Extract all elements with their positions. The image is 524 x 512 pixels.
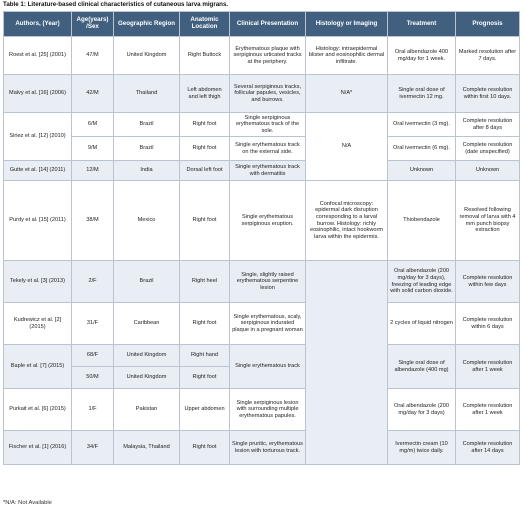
- cell-region: Pakistan: [114, 389, 180, 431]
- cell-histology: N/A*: [306, 75, 388, 113]
- cell-prognosis: Complete resolution after 1 week: [456, 345, 520, 389]
- cell-age: 2/F: [72, 261, 114, 303]
- cell-treatment: 2 cycles of liquid nitrogen: [388, 303, 456, 345]
- cell-author: Tekely et al. [3] (2013): [4, 261, 72, 303]
- table-row: [4, 37, 520, 75]
- cell-clinical: Single erythematous track: [230, 345, 306, 389]
- cell-histology: N/A: [306, 113, 388, 181]
- cell-prognosis: Unknown: [456, 161, 520, 181]
- cell-treatment: Thiobendazole: [388, 181, 456, 261]
- cell-histology: Confocal microscopy: epidermal dark disruption corresponding to a larval burrow. Histology: richly eosinophilic, intact hookworm larva within the epidermis.: [306, 181, 388, 261]
- cell-author: Purdy et al. [15] (2011): [4, 181, 72, 261]
- cell-clinical: Several serpiginous tracks, follicular papules, vesicles, and burrows.: [230, 75, 306, 113]
- cell-treatment: Oral albendazole 400 mg/day for 1 week.: [388, 37, 456, 75]
- table-row: [4, 389, 520, 431]
- cell-treatment: Single oral dose of ivermectin 12 mg.: [388, 75, 456, 113]
- cell-prognosis: Complete resolution within 6 days: [456, 303, 520, 345]
- cell-region: Thailand: [114, 75, 180, 113]
- cell-age: 34/F: [72, 431, 114, 465]
- cell-region: Brazil: [114, 113, 180, 137]
- cell-age: 38/M: [72, 181, 114, 261]
- cell-treatment: Ivermectin cream (10 mg/m) twice daily.: [388, 431, 456, 465]
- cell-author: Purkait et al. [6] (2015): [4, 389, 72, 431]
- cell-location: Right Buttock: [180, 37, 230, 75]
- header-age-sex: Age(years) /Sex: [72, 12, 114, 37]
- cell-region: United Kingdom: [114, 37, 180, 75]
- cell-age: 6/M: [72, 113, 114, 137]
- cell-location: Right foot: [180, 137, 230, 161]
- table-row: [4, 75, 520, 113]
- cell-prognosis: Complete resolution (date unspecified): [456, 137, 520, 161]
- cell-author: Malvy et al. [16] (2006): [4, 75, 72, 113]
- cell-location: Right heel: [180, 261, 230, 303]
- cell-location: Upper abdomen: [180, 389, 230, 431]
- header-treatment: Treatment: [388, 12, 456, 37]
- header-authors: Authors, (Year): [4, 12, 72, 37]
- cell-location: Right foot: [180, 113, 230, 137]
- cell-region: United Kingdom: [114, 345, 180, 367]
- cell-prognosis: Complete resolution within first 10 days.: [456, 75, 520, 113]
- cell-region: Malaysia, Thailand: [114, 431, 180, 465]
- cell-prognosis: Marked resolution after 7 days.: [456, 37, 520, 75]
- table-header-row: [4, 12, 520, 37]
- cell-clinical: Single serpiginous erythematous track of the sole.: [230, 113, 306, 137]
- table-footnote: *N/A: Not Available: [3, 500, 52, 506]
- cell-age: 68/F: [72, 345, 114, 367]
- cell-treatment: Oral ivermectin (6 mg).: [388, 137, 456, 161]
- cell-author: Baple et al. [7] (2015): [4, 345, 72, 389]
- cell-clinical: Single erythematous serpiginous eruption.: [230, 181, 306, 261]
- table-row: [4, 261, 520, 303]
- cell-location: Right foot: [180, 181, 230, 261]
- cell-location: Right foot: [180, 431, 230, 465]
- cell-prognosis: Complete resolution after 1 week: [456, 389, 520, 431]
- cell-age: 1/F: [72, 389, 114, 431]
- cell-region: Brazil: [114, 261, 180, 303]
- cell-age: 12/M: [72, 161, 114, 181]
- table-row: [4, 113, 520, 137]
- header-region: Geographic Region: [114, 12, 180, 37]
- cell-clinical: Single pruritic, erythematous lesion with torturous track.: [230, 431, 306, 465]
- cell-location: Dorsal left foot: [180, 161, 230, 181]
- table-row: [4, 345, 520, 367]
- table-row: [4, 303, 520, 345]
- cell-region: India: [114, 161, 180, 181]
- cell-histology: [306, 261, 388, 465]
- cell-location: Right foot: [180, 367, 230, 389]
- cell-treatment: Oral albendazole (200 mg/day for 3 days): [388, 389, 456, 431]
- table-caption: Table 1: Literature-based clinical characteristics of cutaneous larva migrans.: [3, 1, 229, 8]
- cell-histology: Histology: intraepidermal blister and eosinophilic dermal infiltrate.: [306, 37, 388, 75]
- cell-treatment: Oral ivermectin (3 mg).: [388, 113, 456, 137]
- cell-region: Brazil: [114, 137, 180, 161]
- cell-author: Fischer et al. [1] (2016): [4, 431, 72, 465]
- cell-clinical: Single, slightly raised erythematous serpentine lesion: [230, 261, 306, 303]
- cell-clinical: Single serpiginous lesion with surrounding multiple erythematous papules.: [230, 389, 306, 431]
- cell-treatment: Single oral dose of albendazole (400 mg): [388, 345, 456, 389]
- table-row: [4, 137, 520, 161]
- cell-clinical: Single erythematous, scaly, serpiginous indurated plaque in a pregnant woman: [230, 303, 306, 345]
- cell-location: Left abdomen and left thigh: [180, 75, 230, 113]
- table-row: [4, 181, 520, 261]
- cell-region: United Kingdom: [114, 367, 180, 389]
- cell-author: Kudrewicz et al. [2] (2015): [4, 303, 72, 345]
- table-row: [4, 161, 520, 181]
- cell-age: 9/M: [72, 137, 114, 161]
- table-row: [4, 431, 520, 465]
- header-prognosis: Prognosis: [456, 12, 520, 37]
- cell-author: Roest et al. [25] (2001): [4, 37, 72, 75]
- cell-age: 50/M: [72, 367, 114, 389]
- cell-location: Right foot: [180, 303, 230, 345]
- cell-treatment: Unknown: [388, 161, 456, 181]
- cell-clinical: Single erythematous track with dermatitis: [230, 161, 306, 181]
- cell-age: 42/M: [72, 75, 114, 113]
- literature-table: [3, 11, 520, 465]
- cell-prognosis: Complete resolution within few days: [456, 261, 520, 303]
- cell-author: Siriez et al. [12] (2010): [4, 113, 72, 161]
- cell-prognosis: Complete resolution after 8 days: [456, 113, 520, 137]
- cell-location: Right hand: [180, 345, 230, 367]
- cell-prognosis: Resolved following removal of larva with 4 mm punch biopsy extraction: [456, 181, 520, 261]
- cell-clinical: Erythematous plaque with serpiginous urticated tracks at the periphery.: [230, 37, 306, 75]
- cell-prognosis: Complete resolution after 14 days: [456, 431, 520, 465]
- cell-treatment: Oral albendazole (200 mg/day for 3 days), freezing of leading edge with solid carbon dioxide.: [388, 261, 456, 303]
- cell-region: Caribbean: [114, 303, 180, 345]
- cell-age: 47/M: [72, 37, 114, 75]
- cell-region: Mexico: [114, 181, 180, 261]
- cell-age: 31/F: [72, 303, 114, 345]
- header-histology: Histology or Imaging: [306, 12, 388, 37]
- header-location: Anatomic Location: [180, 12, 230, 37]
- header-clinical: Clinical Presentation: [230, 12, 306, 37]
- cell-clinical: Single erythematous track on the external side.: [230, 137, 306, 161]
- cell-author: Gutte et al. [14] (2011): [4, 161, 72, 181]
